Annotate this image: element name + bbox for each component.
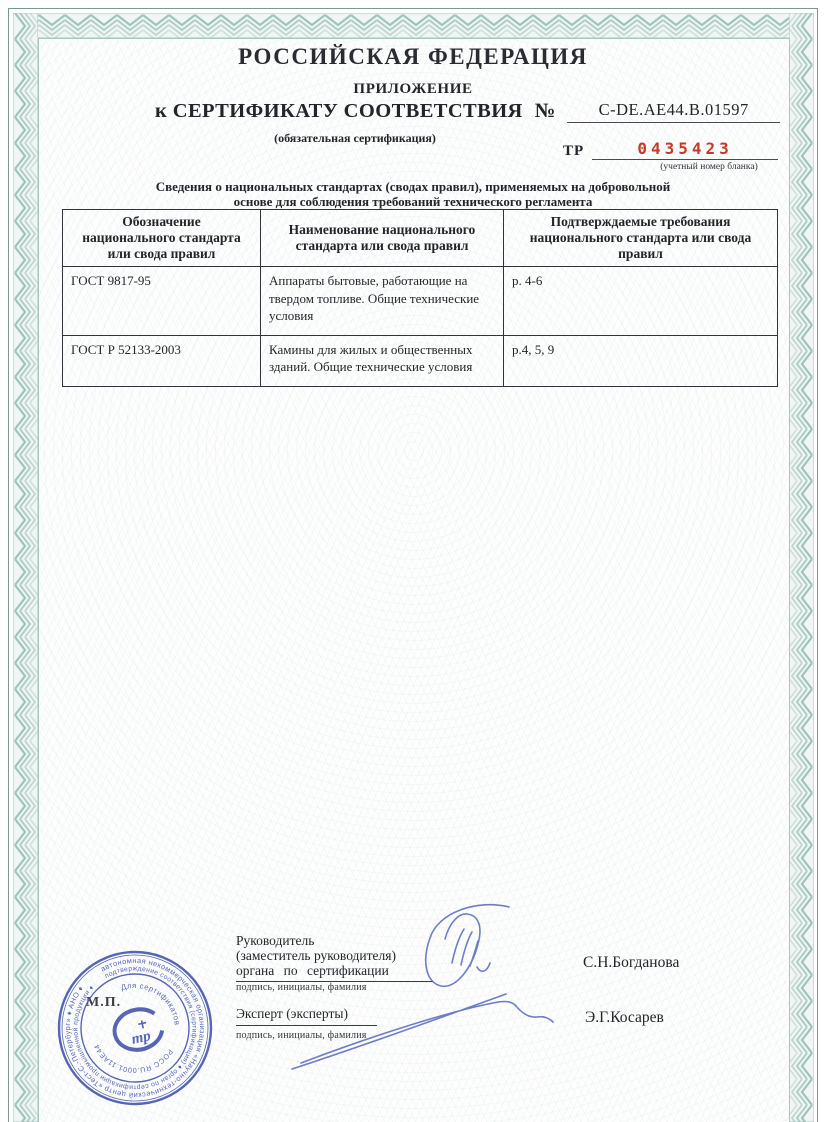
standards-table [62,209,778,387]
cell-standard-requirements: р.4, 5, 9 [504,335,778,386]
header-designation: Обозначение национального стандарта или свода правил [63,210,261,267]
certificate-number: C-DE.AE44.B.01597 [567,100,780,123]
stamp-outer-ring-text: автономная некоммерческая организация «Научно-технический центр «Тест-С.-Петербург» ♦ АНО ♦ [62,956,207,1101]
head-signature-caption: подпись, инициалы, фамилия [236,982,367,993]
certification-stamp-icon [53,946,217,1110]
appendix-title: ПРИЛОЖЕНИЕ [353,81,473,97]
header-name: Наименование национального стандарта или свода правил [261,210,504,267]
table-row [63,267,778,336]
cell-standard-code: ГОСТ Р 52133-2003 [63,335,261,386]
cell-standard-name: Камины для жилых и общественных зданий. Общие технические условия [261,335,504,386]
certificate-title-row [155,100,780,123]
number-sign: № [534,100,556,122]
country-title: РОССИЙСКАЯ ФЕДЕРАЦИЯ [238,44,588,69]
stamp-registry-number: РОСС RU.0001.11АЕ44 [91,1042,176,1076]
head-role-line1: Руководитель [236,933,315,948]
expert-signature-caption: подпись, инициалы, фамилия [236,1030,367,1041]
header-requirements: Подтверждаемые требования национального стандарта или свода правил [504,210,778,267]
stamp-logo-text: тр [130,1028,153,1048]
stamp-middle-ring-text: подтверждение соответствия (сертификация) ♦ орган по сертификации промышленной продукции ♦ [72,965,198,1091]
expert-name: Э.Г.Косарев [585,1009,664,1026]
blank-number: 0435423 [592,139,778,160]
table-header-row [63,210,778,267]
expert-role-label: Эксперт (эксперты) [236,1006,377,1026]
stamp-inner-top-text: Для сертификатов [119,981,182,1026]
intro-line-1: Сведения о национальных стандартах (сводах правил), применяемых на добровольной [155,179,671,194]
mandatory-certification-note: (обязательная сертификация) [274,131,436,145]
blank-number-caption: (учетный номер бланка) [660,162,758,172]
intro-line-2: основе для соблюдения требований технического регламента [233,193,593,209]
head-role-line2: (заместитель руководителя) [236,948,396,963]
intro-text [0,180,826,209]
mp-mark: М.П. [86,995,122,1010]
table-row [63,335,778,386]
border-band-top [13,13,813,38]
blank-number-row [563,139,778,160]
head-role-line3: органа по сертификации [236,963,389,978]
tr-label: ТР [563,143,585,159]
svg-text:подтверждение соответствия (се [53,946,217,1110]
cell-standard-code: ГОСТ 9817-95 [63,267,261,336]
cell-standard-name: Аппараты бытовые, работающие на твердом топливе. Общие технические условия [261,267,504,336]
head-role-label [236,933,433,982]
head-name: С.Н.Богданова [583,954,680,971]
certificate-title: к СЕРТИФИКАТУ СООТВЕТСТВИЯ [155,100,523,122]
cell-standard-requirements: р. 4-6 [504,267,778,336]
